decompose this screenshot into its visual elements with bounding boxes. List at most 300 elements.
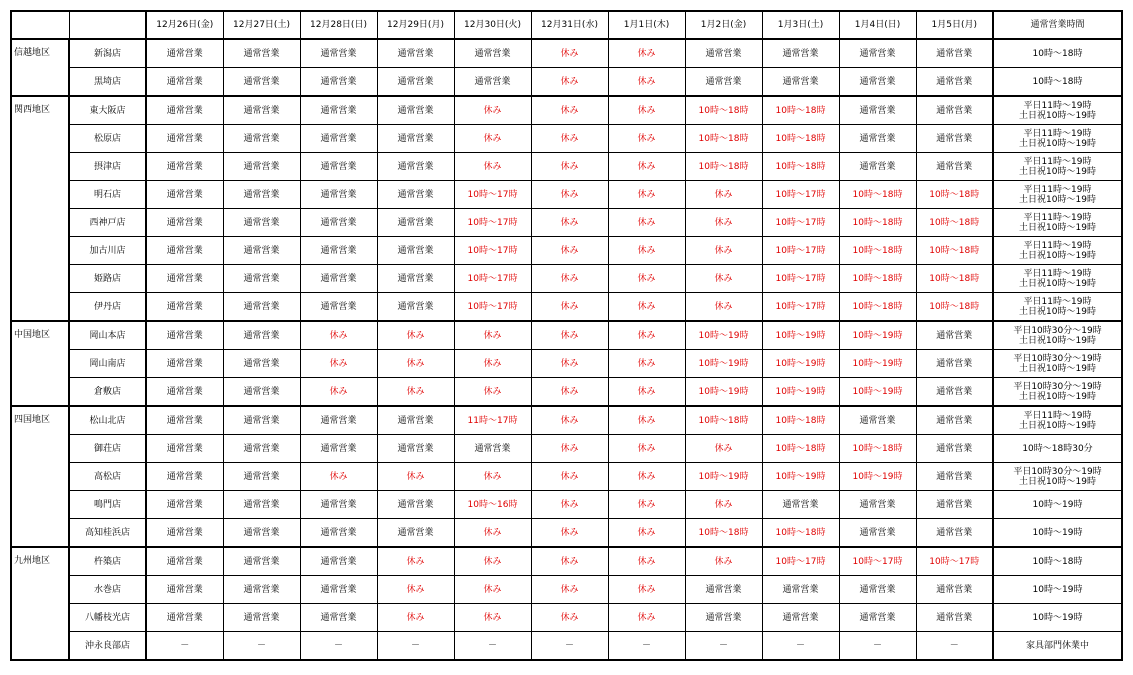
- day-status-cell: 休み: [531, 153, 608, 181]
- day-status-cell: 通常営業: [146, 125, 223, 153]
- day-status-cell: 休み: [685, 237, 762, 265]
- day-status-cell: 10時～19時: [839, 321, 916, 350]
- day-status-cell: 10時～18時: [762, 96, 839, 125]
- holiday-schedule-table: [10, 10, 1123, 661]
- day-status-cell: 通常営業: [377, 181, 454, 209]
- store-row: [11, 547, 1122, 576]
- day-status-cell: 10時～18時: [839, 265, 916, 293]
- day-status-cell: 通常営業: [762, 491, 839, 519]
- store-name: 黒埼店: [69, 68, 146, 97]
- region-name: 四国地区: [11, 406, 69, 547]
- regular-hours-line: 土日祝10時～19時: [1019, 138, 1096, 149]
- day-status-cell: 通常営業: [300, 519, 377, 548]
- day-status-cell: 通常営業: [916, 604, 993, 632]
- day-status-cell: 通常営業: [223, 39, 300, 68]
- day-status-cell: 通常営業: [146, 519, 223, 548]
- day-status-cell: 10時～18時: [685, 519, 762, 548]
- day-status-cell: 休み: [608, 181, 685, 209]
- day-status-cell: －: [146, 632, 223, 661]
- day-status-cell: 10時～19時: [839, 350, 916, 378]
- day-status-cell: 通常営業: [916, 463, 993, 491]
- store-row: [11, 153, 1122, 181]
- day-status-cell: 休み: [454, 350, 531, 378]
- day-status-cell: 通常営業: [839, 96, 916, 125]
- day-status-cell: 10時～17時: [454, 209, 531, 237]
- day-status-cell: 通常営業: [762, 68, 839, 97]
- day-status-cell: 通常営業: [223, 406, 300, 435]
- day-status-cell: 通常営業: [146, 463, 223, 491]
- day-status-cell: 通常営業: [300, 293, 377, 322]
- day-status-cell: 通常営業: [223, 68, 300, 97]
- day-status-cell: 通常営業: [377, 209, 454, 237]
- store-name: 鳴門店: [69, 491, 146, 519]
- day-status-cell: 10時～18時: [916, 181, 993, 209]
- day-status-cell: 休み: [685, 209, 762, 237]
- regular-hours-cell: [993, 293, 1122, 322]
- day-status-cell: 通常営業: [223, 547, 300, 576]
- regular-hours-cell: [993, 435, 1122, 463]
- date-header: 12月27日(土): [223, 11, 300, 39]
- day-status-cell: 10時～19時: [685, 463, 762, 491]
- day-status-cell: 10時～19時: [839, 463, 916, 491]
- regular-hours-line: 土日祝10時～19時: [1019, 306, 1096, 317]
- regular-hours-line: 土日祝10時～19時: [1019, 363, 1096, 374]
- day-status-cell: 通常営業: [377, 68, 454, 97]
- day-status-cell: 通常営業: [300, 125, 377, 153]
- day-status-cell: 通常営業: [223, 350, 300, 378]
- day-status-cell: －: [608, 632, 685, 661]
- store-name: 高松店: [69, 463, 146, 491]
- day-status-cell: 通常営業: [146, 181, 223, 209]
- regular-hours-cell: [993, 209, 1122, 237]
- day-status-cell: 10時～17時: [762, 265, 839, 293]
- day-status-cell: 通常営業: [839, 125, 916, 153]
- day-status-cell: 休み: [531, 519, 608, 548]
- regular-hours-line: 10時～18時: [1032, 76, 1083, 87]
- store-name: 高知桂浜店: [69, 519, 146, 548]
- regular-hours-cell: [993, 632, 1122, 661]
- day-status-cell: 通常営業: [916, 350, 993, 378]
- store-row: [11, 632, 1122, 661]
- day-status-cell: 通常営業: [146, 435, 223, 463]
- day-status-cell: 休み: [608, 96, 685, 125]
- day-status-cell: 通常営業: [223, 125, 300, 153]
- day-status-cell: 通常営業: [300, 491, 377, 519]
- store-row: [11, 68, 1122, 97]
- day-status-cell: 通常営業: [223, 181, 300, 209]
- day-status-cell: 休み: [685, 491, 762, 519]
- regular-hours-line: 平日11時～19時: [1023, 296, 1092, 307]
- regular-hours-header: 通常営業時間: [993, 11, 1122, 39]
- day-status-cell: 休み: [608, 68, 685, 97]
- regular-hours-cell: [993, 265, 1122, 293]
- day-status-cell: 通常営業: [916, 96, 993, 125]
- region-name: 九州地区: [11, 547, 69, 660]
- day-status-cell: 10時～18時: [839, 181, 916, 209]
- regular-hours-cell: [993, 463, 1122, 491]
- day-status-cell: 休み: [300, 350, 377, 378]
- day-status-cell: 通常営業: [146, 237, 223, 265]
- day-status-cell: 10時～16時: [454, 491, 531, 519]
- day-status-cell: 休み: [300, 463, 377, 491]
- regular-hours-cell: [993, 321, 1122, 350]
- day-status-cell: 通常営業: [762, 39, 839, 68]
- regular-hours-cell: [993, 378, 1122, 407]
- day-status-cell: 通常営業: [916, 68, 993, 97]
- day-status-cell: 休み: [377, 378, 454, 407]
- day-status-cell: 休み: [685, 547, 762, 576]
- region-name: 中国地区: [11, 321, 69, 406]
- day-status-cell: 10時～17時: [762, 293, 839, 322]
- day-status-cell: 休み: [377, 576, 454, 604]
- day-status-cell: 休み: [608, 519, 685, 548]
- day-status-cell: 休み: [454, 125, 531, 153]
- day-status-cell: 10時～18時: [839, 209, 916, 237]
- regular-hours-line: 10時～18時: [1032, 556, 1083, 567]
- day-status-cell: －: [454, 632, 531, 661]
- day-status-cell: 通常営業: [685, 68, 762, 97]
- day-status-cell: 休み: [377, 463, 454, 491]
- day-status-cell: 休み: [531, 435, 608, 463]
- day-status-cell: 10時～18時: [762, 435, 839, 463]
- regular-hours-line: 土日祝10時～19時: [1019, 476, 1096, 487]
- day-status-cell: 通常営業: [223, 463, 300, 491]
- store-row: [11, 321, 1122, 350]
- day-status-cell: 通常営業: [762, 576, 839, 604]
- day-status-cell: 10時～17時: [762, 209, 839, 237]
- day-status-cell: 休み: [454, 153, 531, 181]
- regular-hours-line: 家具部門休業中: [1025, 640, 1089, 651]
- day-status-cell: 10時～18時: [685, 153, 762, 181]
- day-status-cell: 休み: [531, 463, 608, 491]
- day-status-cell: 休み: [531, 406, 608, 435]
- store-name: 倉敷店: [69, 378, 146, 407]
- store-name: 西神戸店: [69, 209, 146, 237]
- day-status-cell: 10時～18時: [916, 209, 993, 237]
- day-status-cell: 休み: [685, 181, 762, 209]
- date-header: 1月3日(土): [762, 11, 839, 39]
- day-status-cell: 休み: [300, 378, 377, 407]
- day-status-cell: 休み: [608, 293, 685, 322]
- day-status-cell: 通常営業: [300, 265, 377, 293]
- regular-hours-cell: [993, 96, 1122, 125]
- regular-hours-line: 10時～19時: [1032, 584, 1083, 595]
- day-status-cell: 通常営業: [839, 39, 916, 68]
- day-status-cell: 通常営業: [300, 547, 377, 576]
- day-status-cell: 10時～18時: [685, 125, 762, 153]
- day-status-cell: 通常営業: [223, 96, 300, 125]
- day-status-cell: 通常営業: [223, 293, 300, 322]
- day-status-cell: 通常営業: [146, 547, 223, 576]
- day-status-cell: 休み: [608, 209, 685, 237]
- regular-hours-line: 平日10時30分～19時: [1013, 466, 1102, 477]
- day-status-cell: 10時～17時: [454, 237, 531, 265]
- date-header: 1月1日(木): [608, 11, 685, 39]
- day-status-cell: 通常営業: [454, 435, 531, 463]
- day-status-cell: 通常営業: [300, 237, 377, 265]
- regular-hours-cell: [993, 237, 1122, 265]
- store-name: 新潟店: [69, 39, 146, 68]
- day-status-cell: 休み: [454, 576, 531, 604]
- day-status-cell: 通常営業: [916, 39, 993, 68]
- day-status-cell: 通常営業: [377, 237, 454, 265]
- day-status-cell: 10時～19時: [762, 321, 839, 350]
- day-status-cell: 通常営業: [839, 491, 916, 519]
- regular-hours-cell: [993, 68, 1122, 97]
- day-status-cell: 通常営業: [839, 604, 916, 632]
- regular-hours-line: 10時～19時: [1032, 612, 1083, 623]
- regular-hours-cell: [993, 406, 1122, 435]
- regular-hours-line: 平日11時～19時: [1023, 128, 1092, 139]
- day-status-cell: 10時～19時: [762, 350, 839, 378]
- store-row: [11, 96, 1122, 125]
- regular-hours-cell: [993, 604, 1122, 632]
- regular-hours-line: 10時～19時: [1032, 499, 1083, 510]
- store-name: 八幡枝光店: [69, 604, 146, 632]
- day-status-cell: 通常営業: [685, 39, 762, 68]
- day-status-cell: 10時～19時: [762, 463, 839, 491]
- regular-hours-cell: [993, 39, 1122, 68]
- day-status-cell: 通常営業: [377, 153, 454, 181]
- day-status-cell: 休み: [531, 547, 608, 576]
- day-status-cell: 通常営業: [146, 604, 223, 632]
- regular-hours-cell: [993, 547, 1122, 576]
- regular-hours-line: 土日祝10時～19時: [1019, 278, 1096, 289]
- store-row: [11, 463, 1122, 491]
- day-status-cell: 通常営業: [223, 519, 300, 548]
- regular-hours-line: 土日祝10時～19時: [1019, 166, 1096, 177]
- store-row: [11, 604, 1122, 632]
- regular-hours-cell: [993, 576, 1122, 604]
- day-status-cell: 通常営業: [377, 293, 454, 322]
- day-status-cell: 休み: [608, 265, 685, 293]
- day-status-cell: 休み: [531, 321, 608, 350]
- regular-hours-cell: [993, 491, 1122, 519]
- day-status-cell: －: [300, 632, 377, 661]
- day-status-cell: 休み: [454, 519, 531, 548]
- day-status-cell: 休み: [454, 321, 531, 350]
- regular-hours-line: 平日11時～19時: [1023, 184, 1092, 195]
- store-name: 摂津店: [69, 153, 146, 181]
- day-status-cell: －: [377, 632, 454, 661]
- day-status-cell: 通常営業: [223, 209, 300, 237]
- day-status-cell: 通常営業: [300, 181, 377, 209]
- regular-hours-line: 平日10時30分～19時: [1013, 353, 1102, 364]
- day-status-cell: 休み: [608, 39, 685, 68]
- day-status-cell: 通常営業: [300, 68, 377, 97]
- header-row: [11, 11, 1122, 39]
- regular-hours-line: 平日10時30分～19時: [1013, 381, 1102, 392]
- day-status-cell: 休み: [454, 547, 531, 576]
- day-status-cell: 10時～17時: [839, 547, 916, 576]
- store-name: 水巻店: [69, 576, 146, 604]
- day-status-cell: 休み: [531, 209, 608, 237]
- day-status-cell: 10時～17時: [454, 181, 531, 209]
- store-name: 岡山本店: [69, 321, 146, 350]
- day-status-cell: 休み: [377, 321, 454, 350]
- store-row: [11, 209, 1122, 237]
- store-name: 沖永良部店: [69, 632, 146, 661]
- date-header: 12月28日(日): [300, 11, 377, 39]
- day-status-cell: 休み: [608, 435, 685, 463]
- day-status-cell: 通常営業: [300, 153, 377, 181]
- day-status-cell: 通常営業: [916, 378, 993, 407]
- regular-hours-line: 土日祝10時～19時: [1019, 335, 1096, 346]
- schedule-body: [11, 39, 1122, 660]
- day-status-cell: 10時～18時: [916, 237, 993, 265]
- store-name: 明石店: [69, 181, 146, 209]
- day-status-cell: 通常営業: [839, 519, 916, 548]
- store-row: [11, 181, 1122, 209]
- day-status-cell: 休み: [531, 604, 608, 632]
- store-name: 松山北店: [69, 406, 146, 435]
- day-status-cell: 休み: [377, 547, 454, 576]
- regular-hours-line: 10時～19時: [1032, 527, 1083, 538]
- day-status-cell: 休み: [531, 181, 608, 209]
- day-status-cell: 休み: [531, 265, 608, 293]
- store-name: 伊丹店: [69, 293, 146, 322]
- regular-hours-line: 平日11時～19時: [1023, 410, 1092, 421]
- day-status-cell: 休み: [685, 293, 762, 322]
- region-name: 関西地区: [11, 96, 69, 321]
- day-status-cell: 通常営業: [300, 96, 377, 125]
- day-status-cell: 休み: [608, 125, 685, 153]
- day-status-cell: 通常営業: [377, 406, 454, 435]
- store-row: [11, 350, 1122, 378]
- day-status-cell: 通常営業: [223, 237, 300, 265]
- day-status-cell: 10時～19時: [762, 378, 839, 407]
- store-name: 岡山南店: [69, 350, 146, 378]
- day-status-cell: 通常営業: [146, 265, 223, 293]
- day-status-cell: 通常営業: [377, 519, 454, 548]
- region-name: 信越地区: [11, 39, 69, 96]
- day-status-cell: －: [762, 632, 839, 661]
- day-status-cell: 10時～18時: [762, 153, 839, 181]
- day-status-cell: 通常営業: [916, 321, 993, 350]
- regular-hours-cell: [993, 153, 1122, 181]
- regular-hours-cell: [993, 350, 1122, 378]
- date-header: 12月31日(水): [531, 11, 608, 39]
- day-status-cell: 休み: [608, 604, 685, 632]
- day-status-cell: 10時～18時: [685, 406, 762, 435]
- store-name: 杵築店: [69, 547, 146, 576]
- day-status-cell: 休み: [608, 547, 685, 576]
- day-status-cell: 10時～18時: [839, 237, 916, 265]
- store-row: [11, 435, 1122, 463]
- day-status-cell: 通常営業: [146, 350, 223, 378]
- day-status-cell: 10時～19時: [685, 350, 762, 378]
- day-status-cell: 通常営業: [916, 435, 993, 463]
- day-status-cell: 休み: [531, 491, 608, 519]
- store-row: [11, 576, 1122, 604]
- store-row: [11, 491, 1122, 519]
- day-status-cell: 通常営業: [223, 576, 300, 604]
- day-status-cell: 10時～19時: [839, 378, 916, 407]
- day-status-cell: 10時～18時: [839, 435, 916, 463]
- regular-hours-cell: [993, 519, 1122, 548]
- day-status-cell: 通常営業: [916, 153, 993, 181]
- regular-hours-line: 平日11時～19時: [1023, 100, 1092, 111]
- day-status-cell: 10時～18時: [685, 96, 762, 125]
- day-status-cell: －: [916, 632, 993, 661]
- day-status-cell: 通常営業: [223, 265, 300, 293]
- day-status-cell: 通常営業: [223, 435, 300, 463]
- day-status-cell: 10時～18時: [916, 293, 993, 322]
- day-status-cell: 休み: [685, 265, 762, 293]
- day-status-cell: 休み: [454, 604, 531, 632]
- store-row: [11, 519, 1122, 548]
- day-status-cell: 10時～18時: [762, 406, 839, 435]
- day-status-cell: 休み: [531, 39, 608, 68]
- store-header: [69, 11, 146, 39]
- store-name: 松原店: [69, 125, 146, 153]
- day-status-cell: 通常営業: [146, 209, 223, 237]
- region-header: [11, 11, 69, 39]
- day-status-cell: 休み: [608, 491, 685, 519]
- regular-hours-line: 土日祝10時～19時: [1019, 250, 1096, 261]
- regular-hours-cell: [993, 181, 1122, 209]
- day-status-cell: 通常営業: [377, 39, 454, 68]
- day-status-cell: 通常営業: [916, 576, 993, 604]
- day-status-cell: 通常営業: [916, 406, 993, 435]
- regular-hours-line: 10時～18時30分: [1022, 443, 1093, 454]
- day-status-cell: －: [531, 632, 608, 661]
- day-status-cell: 通常営業: [377, 96, 454, 125]
- day-status-cell: 10時～18時: [762, 125, 839, 153]
- day-status-cell: 休み: [531, 125, 608, 153]
- regular-hours-line: 平日11時～19時: [1023, 212, 1092, 223]
- store-name: 加古川店: [69, 237, 146, 265]
- day-status-cell: 休み: [531, 378, 608, 407]
- day-status-cell: 通常営業: [223, 491, 300, 519]
- regular-hours-line: 土日祝10時～19時: [1019, 222, 1096, 233]
- day-status-cell: 10時～17時: [762, 181, 839, 209]
- day-status-cell: 休み: [454, 378, 531, 407]
- regular-hours-line: 平日11時～19時: [1023, 240, 1092, 251]
- day-status-cell: 休み: [377, 604, 454, 632]
- day-status-cell: 通常営業: [300, 576, 377, 604]
- date-header: 12月30日(火): [454, 11, 531, 39]
- day-status-cell: 通常営業: [377, 435, 454, 463]
- day-status-cell: 通常営業: [146, 39, 223, 68]
- day-status-cell: 休み: [685, 435, 762, 463]
- day-status-cell: 休み: [531, 576, 608, 604]
- day-status-cell: 通常営業: [685, 576, 762, 604]
- day-status-cell: 休み: [531, 68, 608, 97]
- regular-hours-line: 土日祝10時～19時: [1019, 194, 1096, 205]
- day-status-cell: 通常営業: [454, 68, 531, 97]
- day-status-cell: 10時～17時: [762, 547, 839, 576]
- regular-hours-line: 土日祝10時～19時: [1019, 420, 1096, 431]
- day-status-cell: 通常営業: [300, 209, 377, 237]
- day-status-cell: 10時～19時: [685, 378, 762, 407]
- store-row: [11, 293, 1122, 322]
- store-row: [11, 237, 1122, 265]
- day-status-cell: 通常営業: [839, 576, 916, 604]
- day-status-cell: 休み: [531, 293, 608, 322]
- store-name: 御荘店: [69, 435, 146, 463]
- day-status-cell: 休み: [608, 576, 685, 604]
- date-header: 1月4日(日): [839, 11, 916, 39]
- day-status-cell: 通常営業: [223, 321, 300, 350]
- day-status-cell: 通常営業: [839, 406, 916, 435]
- day-status-cell: －: [223, 632, 300, 661]
- regular-hours-line: 平日11時～19時: [1023, 156, 1092, 167]
- day-status-cell: －: [685, 632, 762, 661]
- store-row: [11, 406, 1122, 435]
- date-header: 12月29日(月): [377, 11, 454, 39]
- day-status-cell: 休み: [377, 350, 454, 378]
